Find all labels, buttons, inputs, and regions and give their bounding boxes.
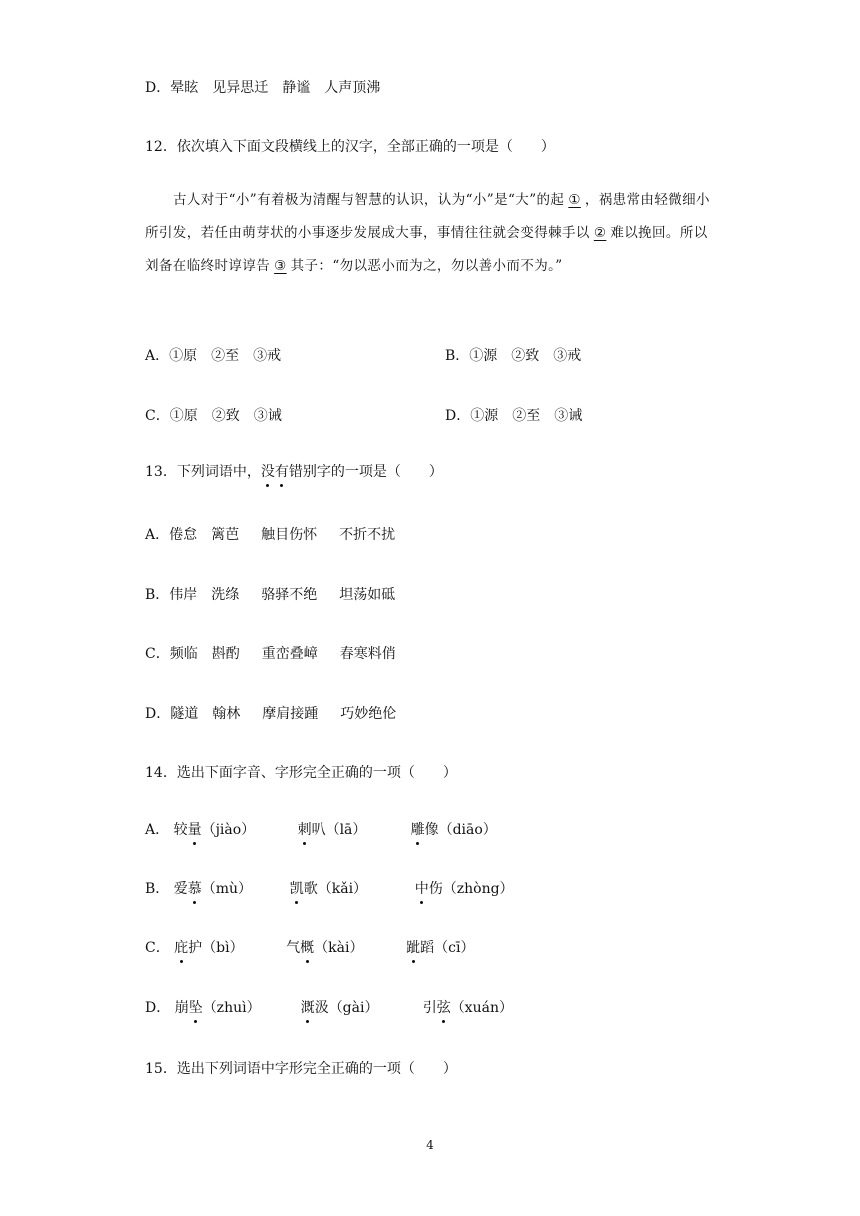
blank-1: ① (568, 192, 581, 208)
q14-option-b: B． 爱慕（mù） 凯歌（kǎi） 中伤（zhòng） (145, 881, 514, 897)
option-letter: D． (145, 80, 171, 96)
emphasis-dot: 刺 (297, 822, 312, 838)
emphasis-dot: 跐 (406, 940, 421, 956)
q14-option-a: A． 较量（jiào） 刺叭（lā） 雕像（diāo） (145, 822, 497, 838)
q13-option-c: C．频临 斟酌 重峦叠嶂 春寒料俏 (145, 646, 396, 662)
q14-option-d: D． 崩坠（zhuì） 溉汲（gài） 引弦（xuán） (145, 1000, 513, 1016)
q12-option-b: B．①源 ②致 ③戒 (445, 348, 582, 364)
emphasis-dot: 庇 (174, 940, 189, 956)
q13-option-d: D．隧道 翰林 摩肩接踵 巧妙绝伦 (145, 706, 397, 722)
q12-passage: 古人对于“小”有着极为清醒与智慧的认识，认为“小”是“大”的起 ① ，祸患常由轻微细小所引发，若任由萌芽状的小事逐步发展成大事，事情往往就会变得棘手以 ② 难以挽回。所以刘备在临终时谆谆告 ③ 其子：“勿以恶小而为之，勿以善小而不为。” (145, 192, 710, 274)
emphasis-dot: 雕 (410, 822, 425, 838)
emphasis-dot: 量 (187, 822, 202, 838)
emphasis-dot: 凯 (289, 881, 304, 897)
emphasis-dot: 慕 (187, 881, 202, 897)
emphasis-dot: 概 (300, 940, 315, 956)
blank-2: ② (593, 225, 607, 241)
blank-3: ③ (274, 258, 287, 274)
q12-option-d: D．①源 ②至 ③诫 (445, 408, 583, 424)
emphasis-dot: 有 (274, 464, 289, 480)
q13-option-a: A．倦怠 篱芭 触目伤怀 不折不扰 (145, 527, 396, 543)
q15-stem: 15．选出下列词语中字形完全正确的一项（ ） (145, 1061, 457, 1077)
emphasis-dot: 坠 (188, 1000, 203, 1016)
q13-stem: 13．下列词语中，没有错别字的一项是（ ） (145, 464, 443, 480)
q14-option-c: C． 庇护（bì） 气概（kài） 跐蹈（cī） (145, 940, 475, 956)
q12-option-a: A．①原 ②至 ③戒 (145, 348, 282, 364)
q12-option-c: C．①原 ②致 ③诫 (145, 408, 282, 424)
emphasis-dot: 中 (414, 881, 429, 897)
emphasis-dot: 溉 (300, 1000, 315, 1016)
q12-stem: 12．依次填入下面文段横线上的汉字，全部正确的一项是（ ） (145, 139, 555, 155)
q11-option-d: D．晕眩 见异思迁 静谧 人声顶沸 (145, 80, 381, 96)
q14-stem: 14．选出下面字音、字形完全正确的一项（ ） (145, 765, 457, 781)
emphasis-dot: 没 (260, 464, 275, 480)
page-number: 4 (426, 1138, 434, 1152)
q13-option-b: B．伟岸 洗绦 骆驿不绝 坦荡如砥 (145, 587, 396, 603)
emphasis-dot: 弦 (436, 1000, 451, 1016)
